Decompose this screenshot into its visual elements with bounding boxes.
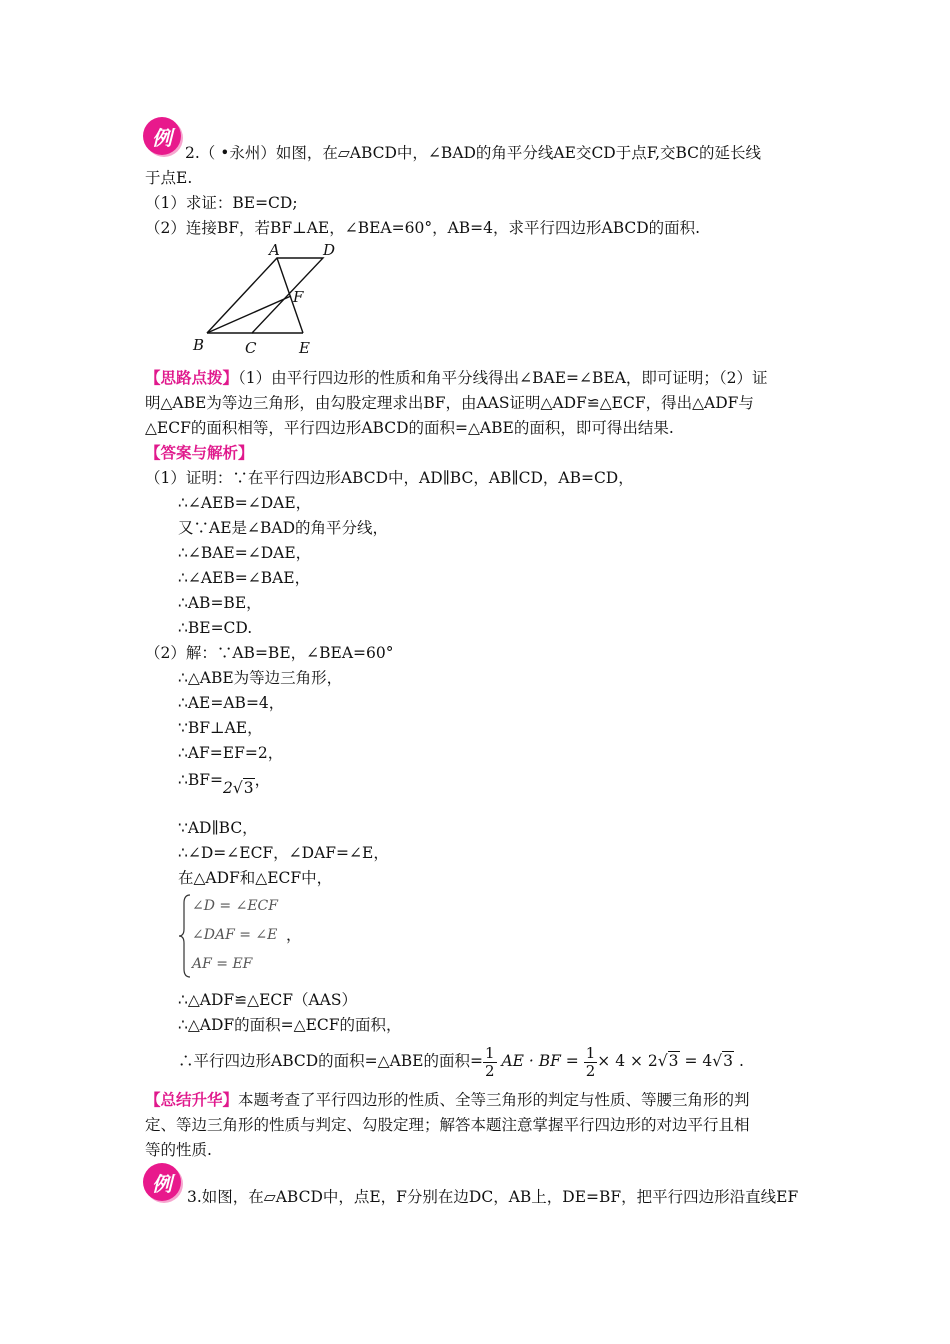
proof2-line: ∵BF⊥AE， (178, 719, 263, 737)
summary-line1 (145, 1090, 750, 1110)
area-prefix: ∴平行四边形ABCD的面积=△ABE的面积= (178, 1052, 483, 1070)
hint-tag: 【思路点拨】 (145, 368, 239, 387)
segment-bf (207, 296, 291, 333)
fraction-half (483, 1045, 497, 1080)
proof1-line: ∴∠AEB=∠BAE， (178, 569, 311, 587)
hint-text1: （1）由平行四边形的性质和角平分线得出∠BAE=∠BEA，即可证明；（2）证 (238, 369, 768, 387)
proof3-line: ∵AD∥BC， (178, 819, 258, 837)
area-end: . (738, 1052, 744, 1070)
fraction-half-2 (584, 1045, 598, 1080)
parallelogram-figure (185, 240, 345, 360)
label-e: E (299, 339, 310, 357)
bf-result-line (178, 770, 271, 797)
hint-line1 (145, 368, 768, 388)
ex2-q1: （1）求证：BE=CD; (145, 194, 298, 212)
proof1-line: （1）证明：∵在平行四边形ABCD中，AD∥BC，AB∥CD，AB=CD， (145, 469, 634, 487)
system-eq: AF = EF (192, 956, 253, 972)
bf-suffix: ， (254, 771, 271, 789)
area-expr2: × 4 × 2 (597, 1052, 658, 1070)
proof1-line: ∴BE=CD. (178, 619, 253, 637)
parallelogram-abcd (207, 258, 323, 333)
proof2-line: ∴AE=AB=4， (178, 694, 285, 712)
label-d: D (323, 241, 336, 259)
bf-radicand: 3 (243, 779, 254, 797)
summary-line3: 等的性质. (145, 1141, 212, 1159)
proof2-line: ∴△ABE为等边三角形， (178, 669, 343, 687)
sqrt-sign: √ (657, 1052, 668, 1070)
ex2-question-line2: 于点E. (145, 169, 193, 187)
ex2-q2: （2）连接BF，若BF⊥AE，∠BEA=60°，AB=4，求平行四边形ABCD的面积. (145, 219, 701, 237)
label-b: B (193, 336, 205, 354)
summary-text1: 本题考查了平行四边形的性质、全等三角形的判定与性质、等腰三角形的判 (238, 1091, 750, 1109)
proof1-line: ∴∠BAE=∠DAE， (178, 544, 312, 562)
proof1-line: ∴∠AEB=∠DAE， (178, 494, 312, 512)
summary-tag: 【总结升华】 (145, 1090, 239, 1109)
label-a: A (269, 241, 280, 259)
proof4-line: ∴△ADF的面积=△ECF的面积， (178, 1016, 402, 1034)
label-f: F (293, 288, 304, 306)
area-formula-line (178, 1042, 744, 1080)
example-badge: 例 (143, 117, 181, 155)
proof3-line: ∴∠D=∠ECF，∠DAF=∠E， (178, 844, 389, 862)
frac-den: 2 (585, 1061, 596, 1080)
sqrt-sign: √ (712, 1052, 723, 1070)
proof1-line: ∴AB=BE， (178, 594, 262, 612)
proof1-line: 又∵AE是∠BAD的角平分线， (178, 519, 389, 537)
system-eq: ∠DAF = ∠E (192, 927, 278, 943)
area-eq: = 4 (684, 1052, 713, 1070)
ex3-question-line1: 3.如图，在▱ABCD中，点E，F分别在边DC，AB上，DE=BF，把平行四边形沿直线EF (187, 1188, 799, 1206)
proof3-line: 在△ADF和△ECF中， (178, 869, 333, 887)
brace-icon (178, 893, 192, 979)
summary-line2: 定、等边三角形的性质与判定、勾股定理；解答本题注意掌握平行四边形的对边平行且相 (145, 1116, 750, 1134)
proof2-line: ∴AF=EF=2， (178, 744, 284, 762)
system-eq: ∠D = ∠ECF (192, 898, 278, 914)
frac-den: 2 (484, 1061, 495, 1080)
hint-line2: 明△ABE为等边三角形，由勾股定理求出BF，由AAS证明△ADF≌△ECF，得出△ADF与 (145, 394, 754, 412)
hint-line3: △ECF的面积相等，平行四边形ABCD的面积=△ABE的面积，即可得出结果. (145, 419, 674, 437)
area-radicand-2: 3 (723, 1052, 734, 1070)
proof4-line: ∴△ADF≌△ECF（AAS） (178, 991, 357, 1009)
frac-num: 1 (585, 1043, 596, 1062)
system-comma: ， (286, 926, 302, 944)
answer-tag: 【答案与解析】 (145, 443, 254, 462)
label-c: C (245, 339, 257, 357)
bf-coef: 2 (223, 779, 233, 797)
area-radicand: 3 (668, 1052, 679, 1070)
example-badge: 例 (143, 1163, 181, 1201)
area-expr1: AE · BF = (501, 1052, 579, 1070)
bf-prefix: ∴BF= (178, 771, 223, 789)
frac-num: 1 (484, 1043, 495, 1062)
sqrt-sign: √ (232, 779, 243, 797)
figure-lines (207, 258, 323, 333)
proof2-line: （2）解：∵AB=BE，∠BEA=60° (145, 644, 394, 662)
ex2-question-line1: 2.（ •永州）如图，在▱ABCD中，∠BAD的角平分线AE交CD于点F,交BC的延长线 (185, 144, 762, 162)
